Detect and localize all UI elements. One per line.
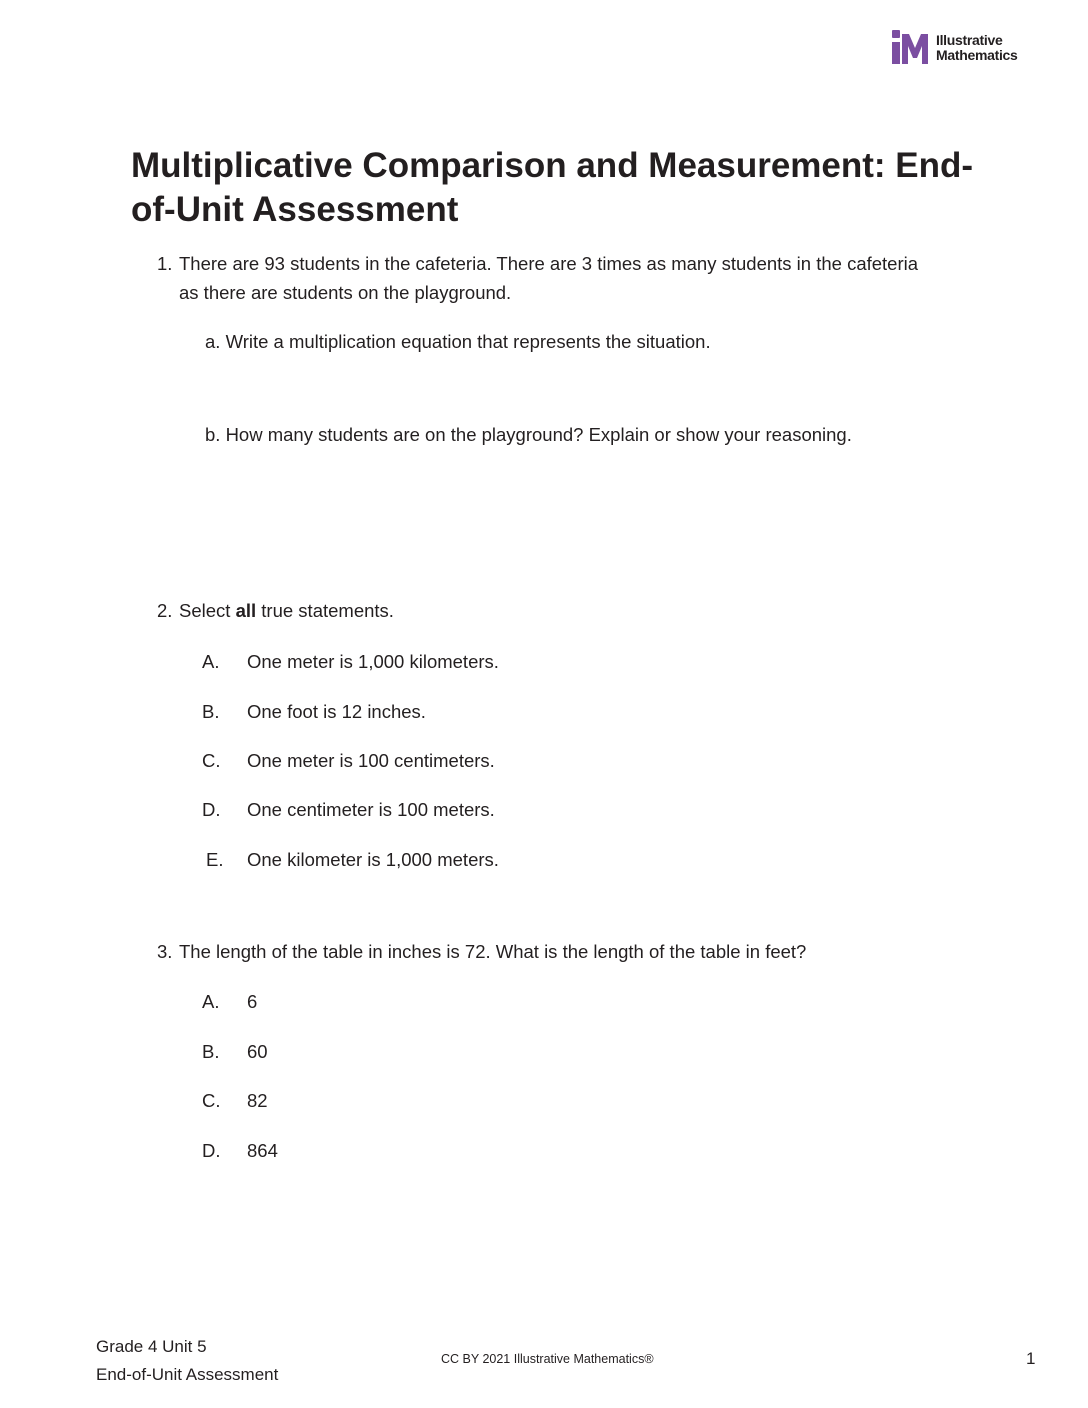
im-logo-icon xyxy=(890,30,930,66)
question-3-number: 3. xyxy=(157,941,173,962)
page-title: Multiplicative Comparison and Measurement: End-of-Unit Assessment xyxy=(131,146,974,229)
footer-grade-unit: Grade 4 Unit 5 xyxy=(96,1337,207,1356)
question-1-text-line1: There are 93 students in the cafeteria. There are 3 times as many students in the cafeteria xyxy=(179,253,919,274)
brand-logo xyxy=(890,30,1018,66)
option-2b[interactable]: B. One foot is 12 inches. xyxy=(202,701,426,722)
option-2d[interactable]: D. One centimeter is 100 meters. xyxy=(202,799,495,820)
option-2c[interactable]: C. One meter is 100 centimeters. xyxy=(202,750,495,771)
option-3c[interactable]: C. 82 xyxy=(202,1090,268,1111)
option-3b[interactable]: B. 60 xyxy=(202,1041,268,1062)
question-1-text-line2: as there are students on the playground. xyxy=(179,282,512,303)
question-1b: b. How many students are on the playground? Explain or show your reasoning. xyxy=(205,424,852,445)
question-1 xyxy=(157,249,1007,307)
option-2a[interactable]: A. One meter is 1,000 kilometers. xyxy=(202,651,499,672)
question-1a: a. Write a multiplication equation that represents the situation. xyxy=(205,331,711,352)
question-2: 2. Select all true statements. xyxy=(157,596,394,625)
option-3a[interactable]: A. 6 xyxy=(202,991,258,1012)
footer-info xyxy=(96,1333,278,1389)
question-2-number: 2. xyxy=(157,600,173,621)
option-2e[interactable]: E. One kilometer is 1,000 meters. xyxy=(206,849,499,870)
footer-doc-type: End-of-Unit Assessment xyxy=(96,1365,279,1384)
question-1-number: 1. xyxy=(157,253,173,274)
option-3d[interactable]: D. 864 xyxy=(202,1140,278,1161)
question-3: 3. The length of the table in inches is 72. What is the length of the table in feet? xyxy=(157,937,806,966)
brand-name: Illustrative Mathematics xyxy=(936,32,1018,63)
emphasis-all: all xyxy=(235,600,257,621)
footer-license: CC BY 2021 Illustrative Mathematics® xyxy=(441,1352,654,1366)
page-number: 1 xyxy=(1026,1349,1036,1368)
